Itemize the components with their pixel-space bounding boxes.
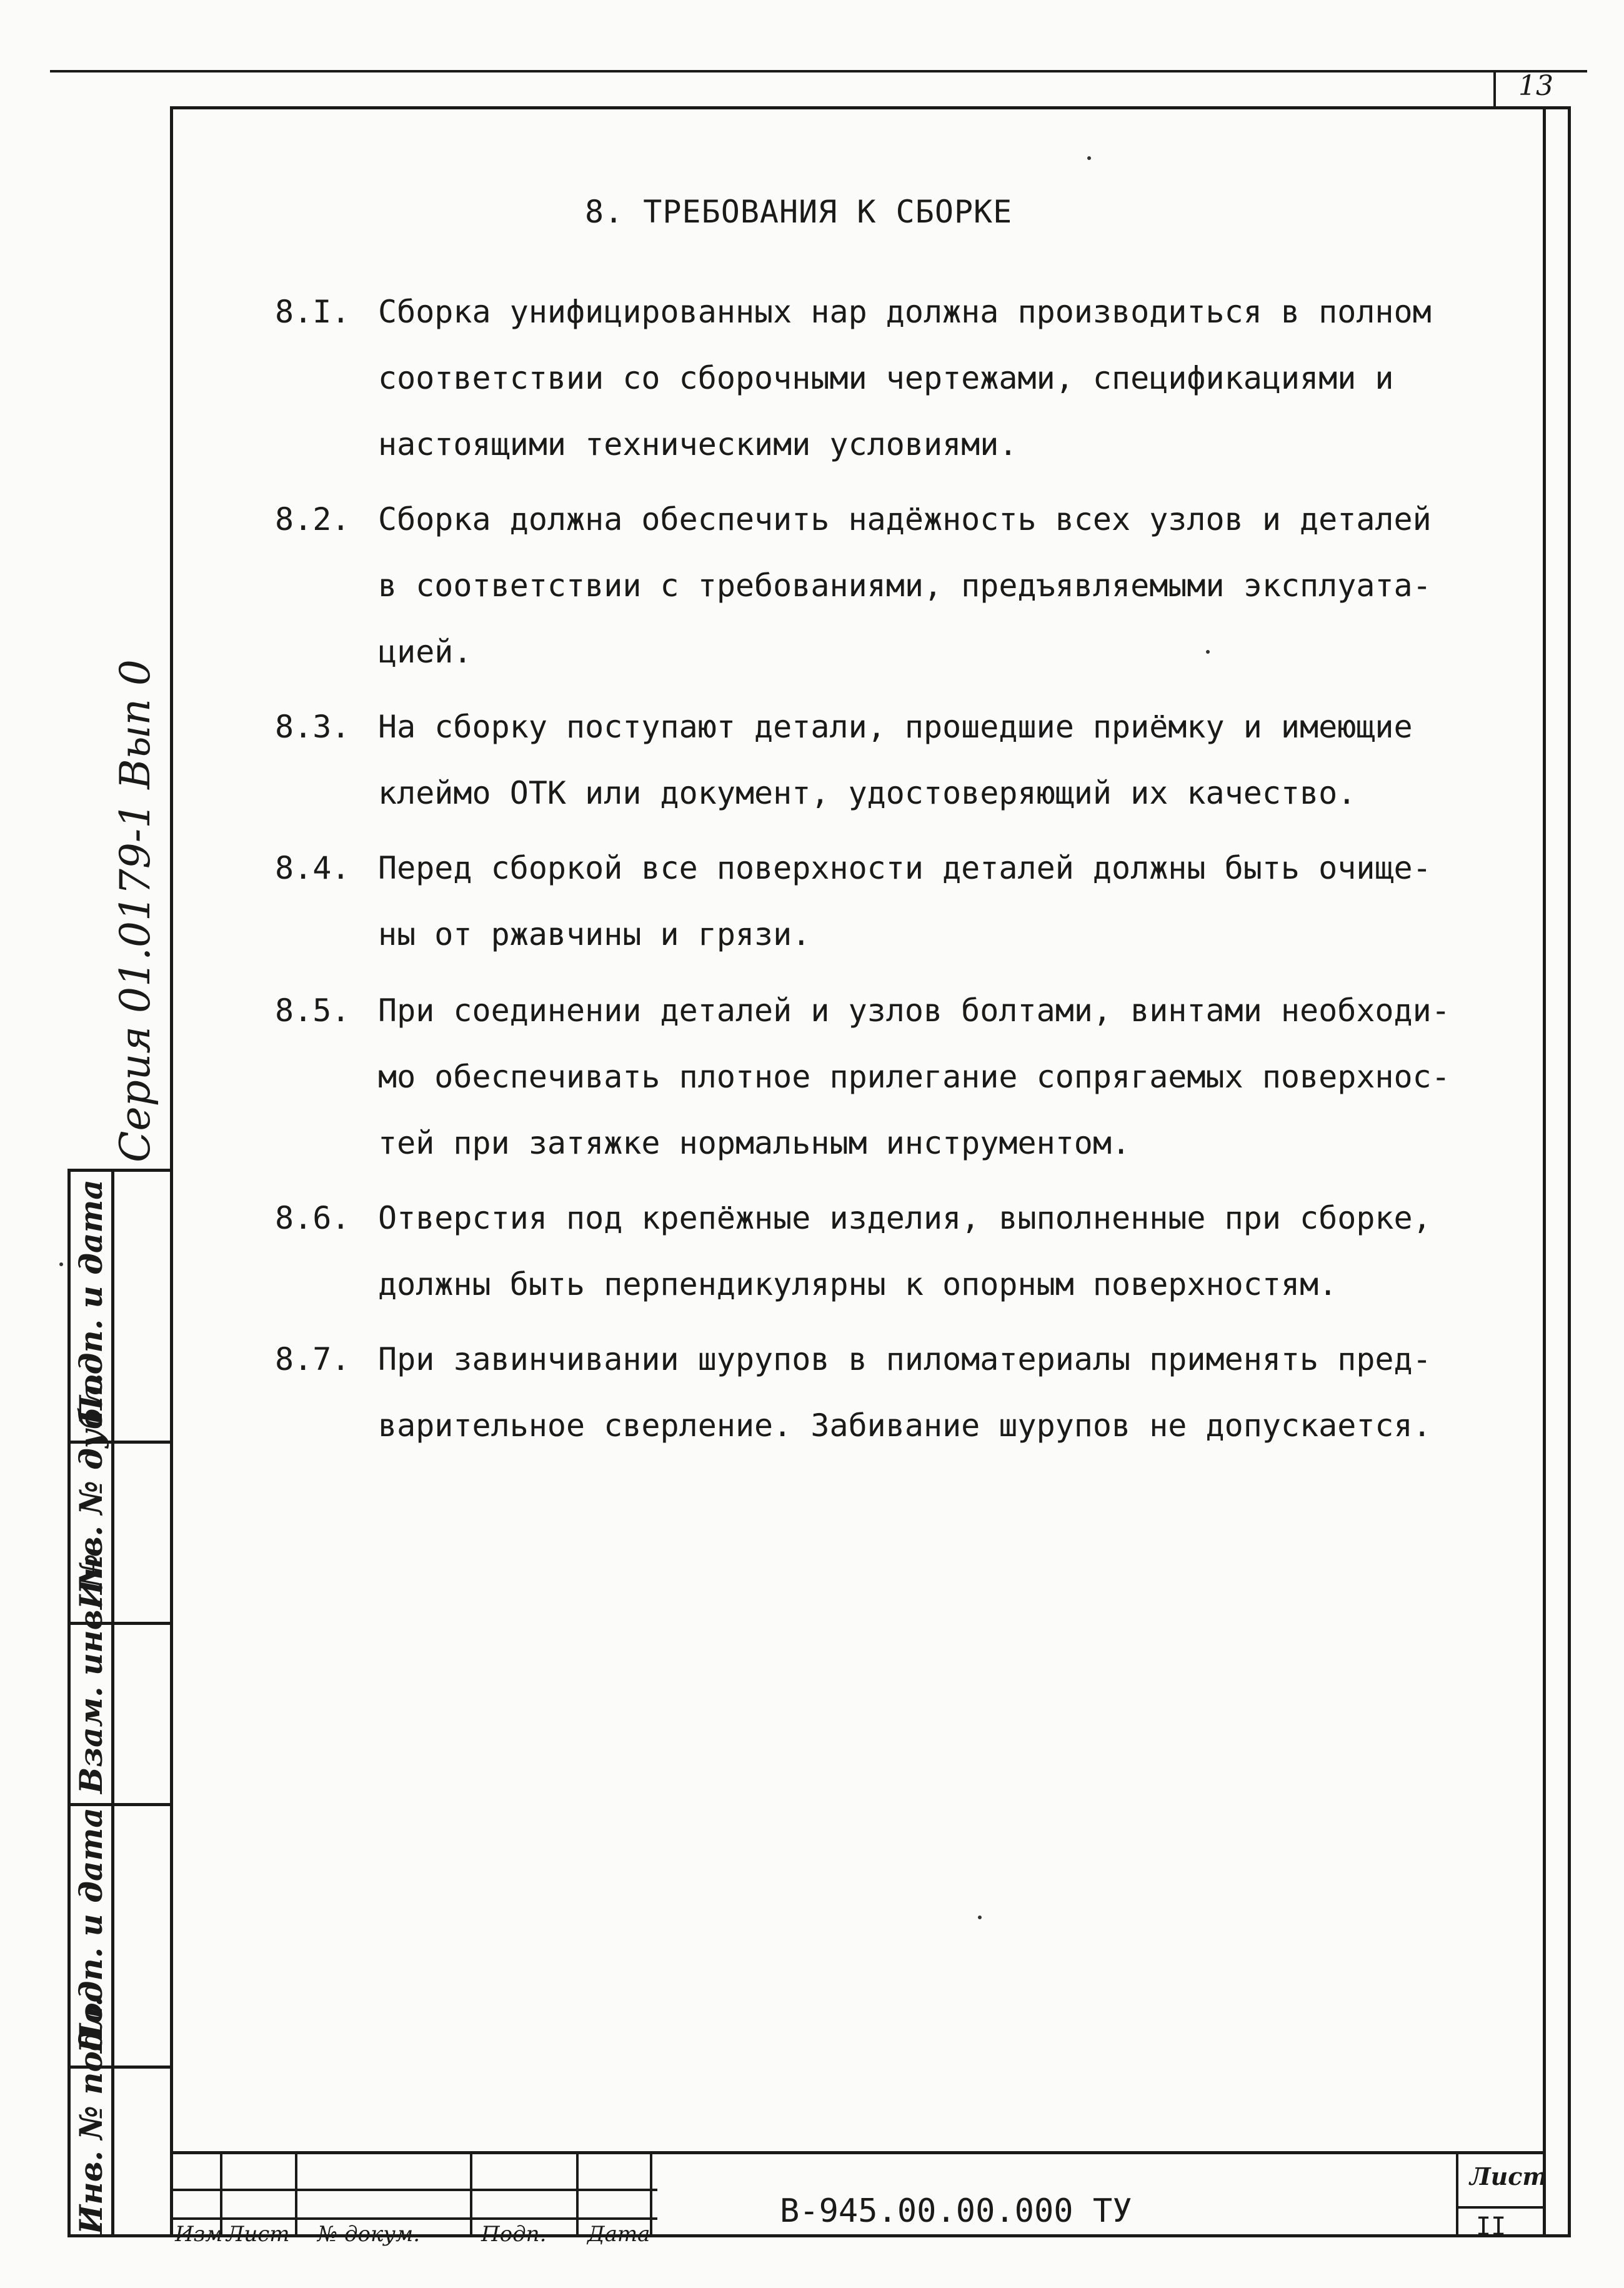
clause-line: соответствии со сборочными чертежами, спецификациями и bbox=[378, 360, 1394, 396]
clause-line: При завинчивании шурупов в пиломатериалы применять пред- bbox=[378, 1341, 1432, 1377]
sheet-label: Лист bbox=[1470, 2162, 1548, 2191]
scan-speck bbox=[1087, 156, 1091, 160]
document-code: В-945.00.00.000 ТУ bbox=[780, 2192, 1132, 2230]
title-block-col-line bbox=[650, 2151, 652, 2237]
stamp-label: Инв. № дубл. bbox=[72, 1373, 109, 1609]
title-block-row-line bbox=[170, 2189, 657, 2191]
clause-number: 8.2. bbox=[275, 501, 351, 537]
clause-line: Сборка унифицированных нар должна производиться в полном bbox=[378, 294, 1432, 330]
clause-line: ны от ржавчины и грязи. bbox=[378, 916, 811, 952]
page-number: 13 bbox=[1518, 70, 1553, 102]
title-block-col-line bbox=[295, 2151, 297, 2237]
sheet-value: II bbox=[1476, 2212, 1507, 2241]
stamp-label: Подп. и дата bbox=[72, 1807, 109, 2053]
clause-line: Сборка должна обеспечить надёжность всех узлов и деталей bbox=[378, 501, 1432, 537]
clause-number: 8.5. bbox=[275, 992, 351, 1029]
scan-speck bbox=[978, 1916, 982, 1919]
column-label-date: Дата bbox=[587, 2222, 650, 2247]
title-block-row-line bbox=[170, 2217, 657, 2220]
clause-line: Отверстия под крепёжные изделия, выполненные при сборке, bbox=[378, 1200, 1432, 1236]
clause-line: должны быть перпендикулярны к опорным поверхностям. bbox=[378, 1266, 1338, 1302]
clause-number: 8.4. bbox=[275, 850, 351, 886]
title-block-row-line bbox=[1456, 2206, 1546, 2209]
stamp-divider bbox=[67, 1803, 170, 1806]
clause-number: 8.6. bbox=[275, 1200, 351, 1236]
title-block-col-line bbox=[1456, 2151, 1458, 2237]
stamp-label: Инв. № подл. bbox=[72, 1996, 109, 2234]
clause-number: 8.7. bbox=[275, 1341, 351, 1377]
scan-speck bbox=[59, 1262, 63, 1266]
clause-line: цией. bbox=[378, 634, 472, 670]
clause-line: тей при затяжке нормальным инструментом. bbox=[378, 1125, 1131, 1161]
title-block-border bbox=[170, 2151, 1546, 2154]
column-label-signature: Подп. bbox=[481, 2222, 547, 2247]
clause-number: 8.3. bbox=[275, 709, 351, 745]
title-block-col-line bbox=[576, 2151, 579, 2237]
clause-line: На сборку поступают детали, прошедшие приёмку и имеющие bbox=[378, 709, 1413, 745]
stamp-label: Подп. и дата bbox=[72, 1179, 109, 1425]
clause-line: в соответствии с требованиями, предъявляемыми эксплуата- bbox=[378, 567, 1432, 604]
sheet-top-edge bbox=[50, 70, 1587, 72]
clause-line: мо обеспечивать плотное прилегание сопрягаемых поверхнос- bbox=[378, 1059, 1450, 1095]
stamp-divider bbox=[111, 1169, 114, 2237]
stamp-label: Взам. инв. № bbox=[72, 1554, 109, 1794]
column-label-doc-number: № докум. bbox=[317, 2222, 421, 2247]
clause-line: настоящими техническими условиями. bbox=[378, 426, 1018, 462]
clause-line: варительное сверление. Забивание шурупов не допускается. bbox=[378, 1407, 1432, 1444]
section-heading: 8. ТРЕБОВАНИЯ К СБОРКЕ bbox=[585, 194, 1013, 230]
clause-line: клеймо ОТК или документ, удостоверяющий их качество. bbox=[378, 775, 1357, 811]
title-block-col-line bbox=[470, 2151, 472, 2237]
sheet-right-strip bbox=[1546, 106, 1571, 2237]
clause-line: Перед сборкой все поверхности деталей должны быть очище- bbox=[378, 850, 1432, 886]
scan-speck bbox=[1206, 650, 1210, 654]
series-label: Серия 01.0179-1 Вып 0 bbox=[111, 659, 159, 1162]
column-label-sheet: Лист bbox=[226, 2222, 290, 2247]
clause-line: При соединении деталей и узлов болтами, винтами необходи- bbox=[378, 992, 1450, 1029]
column-label-change: Изм bbox=[175, 2222, 223, 2247]
clause-number: 8.I. bbox=[275, 294, 351, 330]
